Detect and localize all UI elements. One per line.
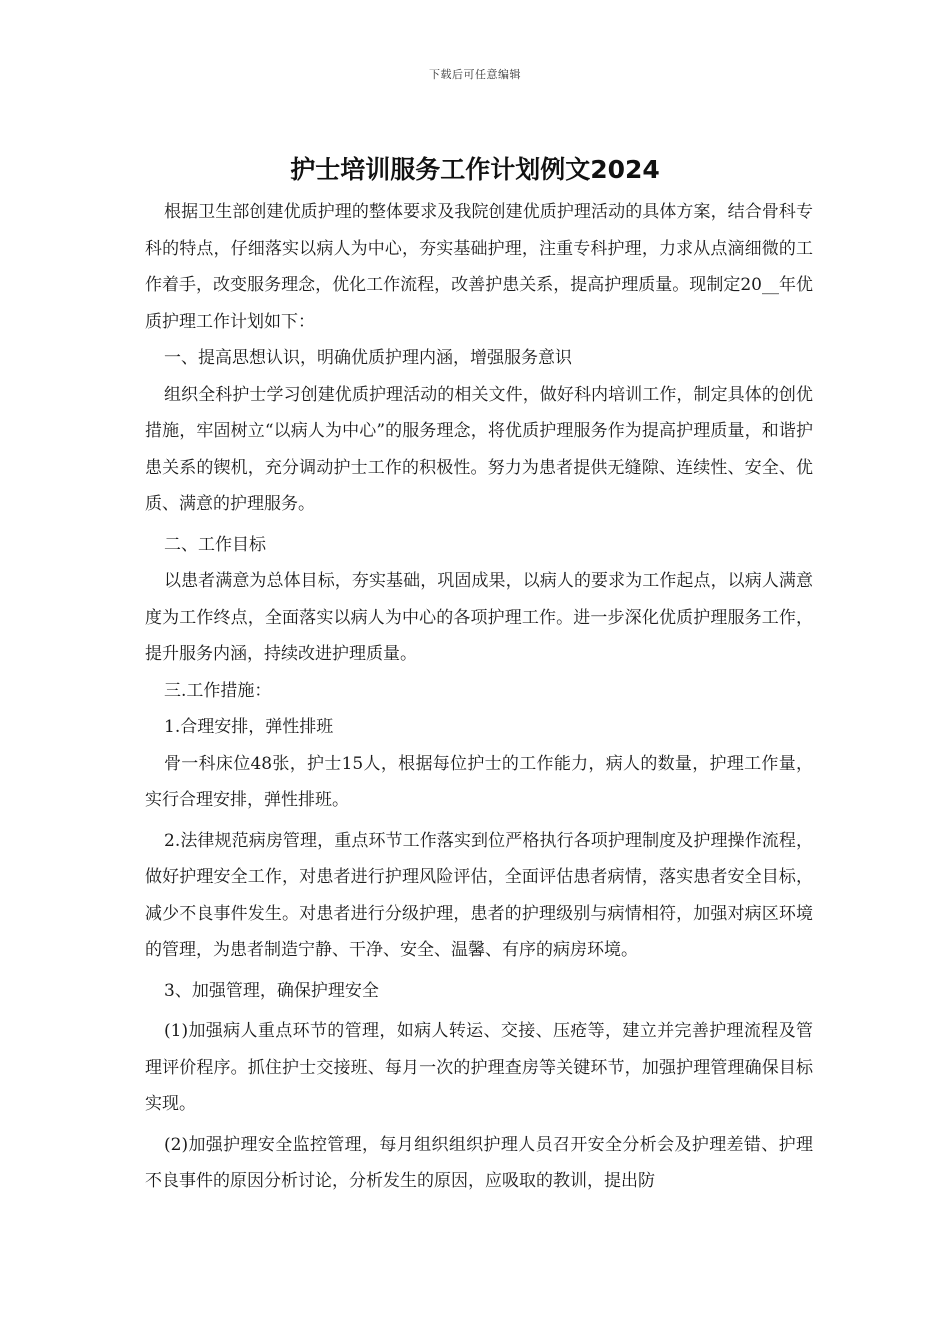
paragraph-3-2: 2.法律规范病房管理，重点环节工作落实到位严格执行各项护理制度及护理操作流程，做好护理安全工作，对患者进行护理风险评估，全面评估患者病情，落实患者安全目标，减少不良事件发生。对患者进行分级护理，患者的护理级别与病情相符，加强对病区环境的管理，为患者制造宁静、干净、安全、温馨、有序的病房环境。: [145, 830, 813, 960]
section-heading-3: 三.工作措施：: [164, 680, 272, 701]
subheading-3-1: 1.合理安排，弹性排班: [164, 717, 334, 737]
document-body: [145, 194, 813, 1200]
document-title: 护士培训服务工作计划例文2024: [290, 155, 660, 184]
subheading-3-3: 3、加强管理，确保护理安全: [164, 980, 379, 1001]
section-heading-2: 二、工作目标: [164, 534, 266, 555]
header-note: 下载后可任意编辑: [429, 68, 521, 81]
paragraph-3-1: 骨一科床位48张，护士15人，根据每位护士的工作能力，病人的数量，护理工作量，实行合理安排，弹性排班。: [145, 753, 813, 810]
paragraph-3-3-2: (2)加强护理安全监控管理，每月组织组织护理人员召开安全分析会及护理差错、护理不良事件的原因分析讨论，分析发生的原因，应吸取的教训，提出防: [145, 1134, 813, 1191]
paragraph-intro: 根据卫生部创建优质护理的整体要求及我院创建优质护理活动的具体方案，结合骨科专科的特点，仔细落实以病人为中心，夯实基础护理，注重专科护理，力求从点滴细微的工作着手，改变服务理念，优化工作流程，改善护患关系，提高护理质量。现制定20__年优质护理工作计划如下：: [145, 202, 813, 332]
paragraph-section-2: 以患者满意为总体目标，夯实基础，巩固成果，以病人的要求为工作起点，以病人满意度为工作终点，全面落实以病人为中心的各项护理工作。进一步深化优质护理服务工作，提升服务内涵，持续改进护理质量。: [145, 571, 813, 664]
section-heading-1: 一、提高思想认识，明确优质护理内涵，增强服务意识: [164, 348, 572, 368]
paragraph-3-3-1: (1)加强病人重点环节的管理，如病人转运、交接、压疮等，建立并完善护理流程及管理评价程序。抓住护士交接班、每月一次的护理查房等关键环节，加强护理管理确保目标实现。: [145, 1021, 813, 1114]
paragraph-section-1: 组织全科护士学习创建优质护理活动的相关文件，做好科内培训工作，制定具体的创优措施，牢固树立“以病人为中心”的服务理念，将优质护理服务作为提高护理质量，和谐护患关系的锲机，充分调动护士工作的积极性。努力为患者提供无缝隙、连续性、安全、优质、满意的护理服务。: [145, 384, 813, 514]
